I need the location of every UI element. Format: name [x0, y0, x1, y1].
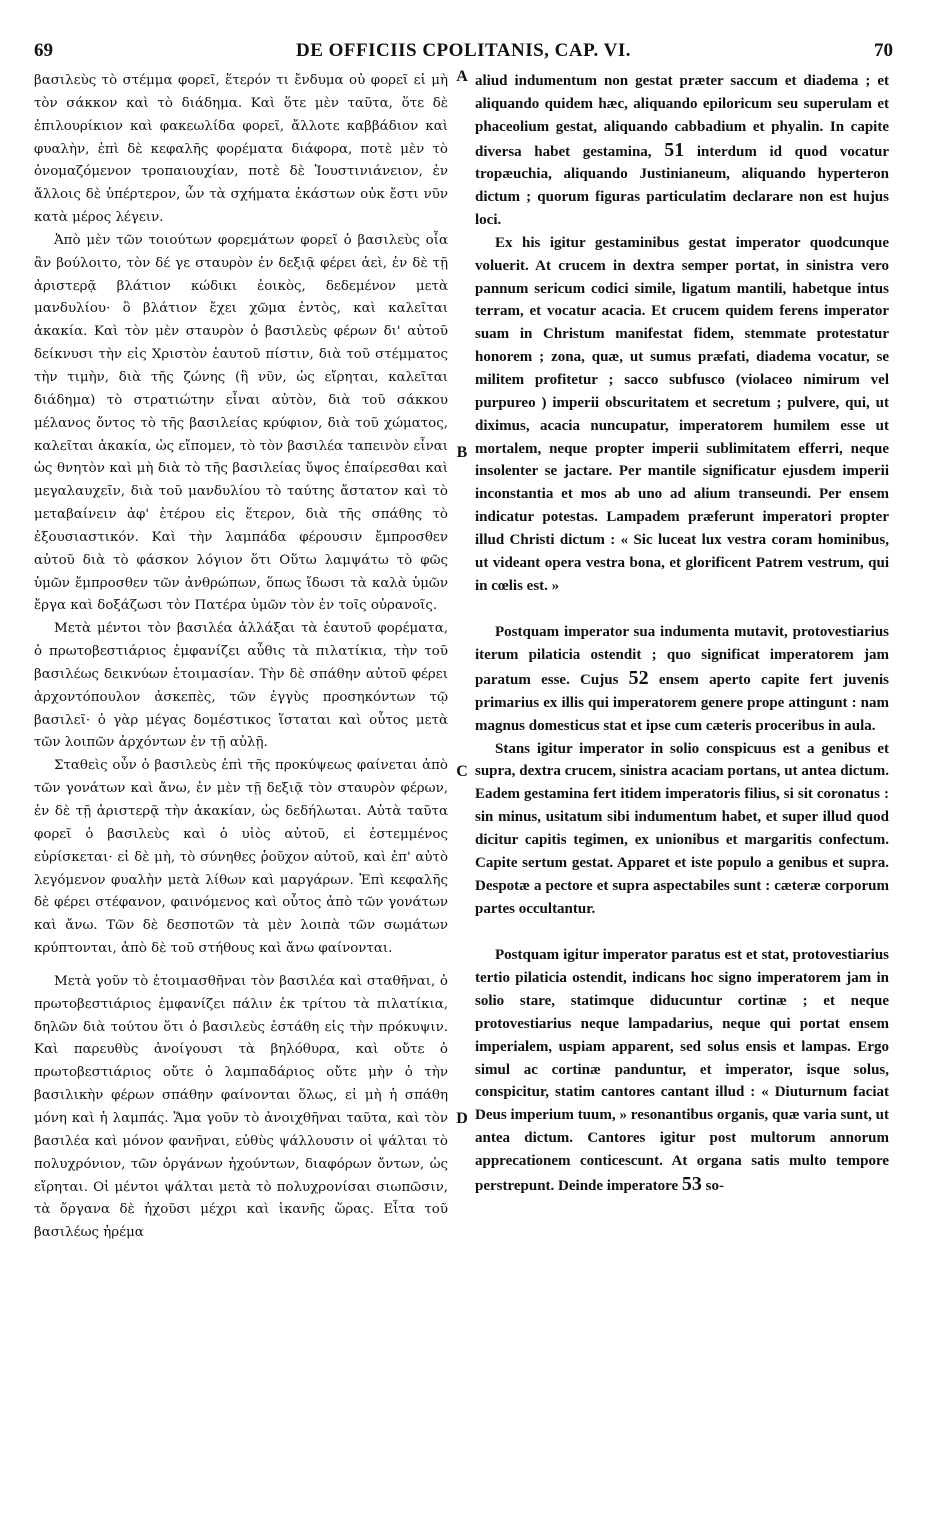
latin-paragraph-2: Ex his igitur gestaminibus gestat imperator quodcunque voluerit. At crucem in dextra semper portat, in sinistra vero pannum sericum codici simile, ligatum mantili, habetque intus terram, et vocatur acacia. Et crucem quidem ferens imperator suam in Christum manifestat fidem, stemmate protestatur honorem ; zona, quæ, ut sumus præfati, diadema vocatur, se militem profitetur ; sacco subfusco (violaceo nimirum vel purpureo ) imperii obscuritatem et secretum ; pulvere, qui, ut diximus, acacia nuncupatur, imperatorem humilem esse ut mortalem, neque propter imperii sublimitatem efferri, neque insolenter se jactare. Per mantile significatur ejusdem imperii inconstantia et mos ab uno ad alium transeundi. Per ensem indicatur potestas. Lampadem præferunt imperatori propter illud Christi dictum : « Sic luceat lux vestra coram hominibus, ut videant opera vestra bona, et glorificent Patrem vestrum, qui in cœlis est. » — [475, 234, 889, 594]
margin-marker-c: C — [456, 763, 468, 780]
latin-paragraph-5-text: Postquam igitur imperator paratus est et stat, protovestiarius tertio pilaticia ostendit, indicans hoc signo imperatorem jam in solio stare, statimque diducuntur cortinæ ; et neque protovestiarius neque lampadarius, neque qui portat ensem imperialem, uspiam apparent, sed solus ensis et lampas. Ergo simul ac cortinæ panduntur, et imperator, isque solus, conspicitur, statim cantores cantant illud : « Diuturnum faciat Deus imperium tuum, » resonantibus organis, quæ varia sunt, ut antea dictum. Cantores igitur post multorum annorum apprecationem conticescunt. At organa satis multo tempore perstrepunt. Deinde imperatore — [475, 947, 889, 1194]
running-header — [34, 40, 893, 66]
latin-paragraph-3-rest: ensem aperto capite fert juvenis primarius ex illis qui imperatorem genere prope attingunt : nam magnus domesticus stat et ipse cum cæteris proceribus in aula. — [475, 672, 890, 734]
section-number-52: 52 — [628, 667, 649, 690]
latin-paragraph-3 — [475, 621, 889, 737]
greek-paragraph-5: Μετὰ γοῦν τὸ ἑτοιμασθῆναι τὸν βασιλέα καὶ σταθῆναι, ὁ πρωτοβεστιάριος ἐμφανίζει πάλιν ἐκ τρίτου τὰ πιλατίκια, δηλῶν διὰ τούτου ὅτι ὁ βασιλεὺς ἐστάθη εἰς τὴν πρόκυψιν. Καὶ παρευθὺς ἀνοίγουσι τὰ βηλόθυρα, καὶ οὔτε ὁ πρωτοβεστιάριος οὔτε ὁ λαμπαδάριος οὔτε μὴν ὁ τὴν βασιλικὴν φέρων σπάθην φαίνονται ὅλως, εἰ μὴ ἡ σπάθη μόνη καὶ ἡ λαμπάς. Ἅμα γοῦν τὸ ἀνοιχθῆναι ταῦτα, καὶ τὸν βασιλέα καὶ μόνον φανῆναι, εὐθὺς ψάλλουσιν οἱ ψάλται τὸ πολυχρόνιον, τῶν ὀργάνων ἠχούντων, διαφόρων ὄντων, ὡς εἴρηται. Οἱ μέντοι ψάλται μετὰ τὸ πολυχρονίσαι σιωπῶσιν, τὰ ὄργανα δὲ ἠχοῦσι μέχρι καὶ ἱκανῆς ὥρας. Εἶτα τοῦ βασιλέως ἠρέμα — [34, 973, 448, 1241]
section-number-53: 53 — [681, 1172, 702, 1195]
latin-column — [475, 70, 889, 1198]
page-number-left: 69 — [34, 40, 53, 61]
greek-paragraph-3: Μετὰ μέντοι τὸν βασιλέα ἀλλάξαι τὰ ἑαυτοῦ φορέματα, ὁ πρωτοβεστιάριος ἐμφανίζει αὖθις τὰ πιλατίκια, τὴν τοῦ βασιλέως δεικνύων ἑτοιμασίαν. Τὴν δὲ σπάθην αὐτοῦ φέρει ἀρχοντόπουλον ἀσκεπὲς, τῶν ἐγγὺς προσηκόντων τῷ βασιλεῖ· ὁ γὰρ μέγας δομέστικος ἵσταται καὶ οὗτος μετὰ τῶν λοιπῶν ἀρχόντων ἐν τῇ αὐλῇ. — [34, 621, 448, 751]
latin-paragraph-1 — [475, 70, 889, 232]
margin-marker-a: A — [456, 68, 468, 85]
latin-paragraph-4: Stans igitur imperator in solio conspicuus est a genibus et supra, dextra crucem, sinistra acaciam portans, ut antea dictum. Eadem gestamina fert itidem imperatoris filius, si sit coronatus : sin minus, usitatum sibi indumentum habet, et super illud quod dicitur capitis tegimen, ex unionibus et margaritis confectum. Capite sertum gestat. Apparet et iste populo a genibus et supra. Despotæ a pectore et supra aspectabiles sunt : cæteræ corporum partes occultantur. — [475, 740, 889, 917]
page-number-right: 70 — [874, 40, 893, 61]
latin-paragraph-3-text: Postquam imperator sua indumenta mutavit, protovestiarius iterum pilaticia ostendit ; quo significat imperatorem jam paratum esse. Cujus — [475, 624, 889, 689]
greek-column — [34, 70, 448, 1245]
section-number-51: 51 — [664, 138, 685, 161]
greek-paragraph-1: βασιλεὺς τὸ στέμμα φορεῖ, ἕτερόν τι ἔνδυμα οὐ φορεῖ εἰ μὴ τὸν σάκκον καὶ τὸ διάδημα. Καὶ ὅτε μὲν ταῦτα, ὅτε δὲ ἐπιλουρίκιον καὶ φακεωλίδα φορεῖ, ἄλλοτε καββάδιον καὶ φυαλὴν, ἐπὶ δὲ κεφαλῆς φορέματα διάφορα, ποτὲ μὲν τὸ ὀνομαζόμενον τροπαιουχίαν, ποτὲ δὲ Ἰουστινιάνειον, ἐν ἄλλοις δὲ ὑπέρτερον, ὧν τὰ σχήματα ἑκάστων οὐκ ἔστι νῦν κατὰ μέρος λέγειν. — [34, 73, 448, 226]
latin-paragraph-5-rest: so- — [705, 1177, 725, 1194]
latin-paragraph-1-rest: interdum id quod vocatur tropæuchia, aliquando Justinianeum, aliquando hyperteron dictum ; quorum figuras particulatim declarare non est hujus loci. — [475, 143, 889, 229]
latin-paragraph-1-text: aliud indumentum non gestat præter saccum et diadema ; et aliquando quidem hæc, aliquando epiloricum seu superulam et phaceolium gestat, aliquando cabbadium et phyalin. In capite diversa habet gestamina, — [475, 73, 889, 160]
margin-marker-b: B — [456, 444, 468, 461]
running-title: DE OFFICIIS CPOLITANIS, CAP. VI. — [295, 40, 632, 61]
greek-paragraph-4: Σταθεὶς οὖν ὁ βασιλεὺς ἐπὶ τῆς προκύψεως φαίνεται ἀπὸ τῶν γονάτων καὶ ἄνω, ἐν μὲν τῇ δεξιᾷ τὸν σταυρὸν φέρων, ἐν δὲ τῇ ἀριστερᾷ τὴν ἀκακίαν, ὡς δεδήλωται. Αὐτὰ ταῦτα φορεῖ ὁ βασιλεὺς καὶ ὁ υἱὸς αὐτοῦ, εἰ ἐστεμμένος εὑρίσκεται· εἰ δὲ μὴ, τὸ σύνηθες ῥοῦχον αὐτοῦ, καὶ ἐπ' αὐτὸ λεγόμενον φυαλὴν μετὰ λίθων καὶ μαργάρων. Ἐπὶ κεφαλῆς δὲ φέρει στέφανον, φαινόμενος καὶ οὗτος ἀπὸ τῶν γονάτων καὶ ἄνω. Τῶν δὲ δεσποτῶν τὰ μὲν λοιπὰ τῶν σωμάτων κρύπτονται, ἀπὸ δὲ τοῦ στήθους καὶ ἄνω φαίνονται. — [34, 758, 448, 957]
greek-paragraph-2: Ἀπὸ μὲν τῶν τοιούτων φορεμάτων φορεῖ ὁ βασιλεὺς οἷα ἂν βούλοιτο, τὸν δέ γε σταυρὸν ἐν δεξιᾷ φέρει ἀεὶ, ἐν δὲ τῇ ἀριστερᾷ βλάτιον κώδικι ἐοικὸς, δεδεμένον μετὰ μανδυλίου· ὃ βλάτιον ἔχει χῶμα ἐντὸς, καὶ καλεῖται ἀκακία. Καὶ τὸν μὲν σταυρὸν ὁ βασιλεὺς φέρων δι' αὐτοῦ δείκνυσι τὴν εἰς Χριστὸν ἑαυτοῦ πίστιν, διὰ τοῦ στέμματος τὴν τιμὴν, διὰ τῆς ζώνης (ἣ νῦν, ὡς εἴρηται, καλεῖται διάδημα) τὸ στρατιώτην εἶναι αὐτὸν, διὰ τοῦ σάκκου μέλανος ὄντος τὸ τῆς βασιλείας κρύφιον, διὰ τοῦ χώματος, καλεῖται ἀκακία, ὡς εἴπομεν, τὸ τὸν βασιλέα ταπεινὸν εἶναι ὡς θνητὸν καὶ μὴ διὰ τὸ τῆς βασιλείας ὕψος ἐπαίρεσθαι καὶ μεγαλαυχεῖν, διὰ τοῦ μανδυλίου τὸ ταύτης ἄστατον καὶ τὸ μεταβαίνειν ἀφ' ἑτέρου εἰς ἕτερον, διὰ τῆς σπάθης τὸ ἐξουσιαστικόν. Καὶ τὴν λαμπάδα φέρουσιν ἔμπροσθεν αὐτοῦ διὰ τὸ φάσκον λόγιον ὅτι Οὕτω λαμψάτω τὸ φῶς ὑμῶν ἔμπροσθεν τῶν ἀνθρώπων, ὅπως ἴδωσι τὰ καλὰ ὑμῶν ἔργα καὶ δοξάζωσι τὸν Πατέρα ὑμῶν τὸν ἐν τοῖς οὐρανοῖς. — [34, 232, 448, 614]
margin-marker-d: D — [456, 1110, 468, 1127]
latin-paragraph-5 — [475, 944, 889, 1197]
